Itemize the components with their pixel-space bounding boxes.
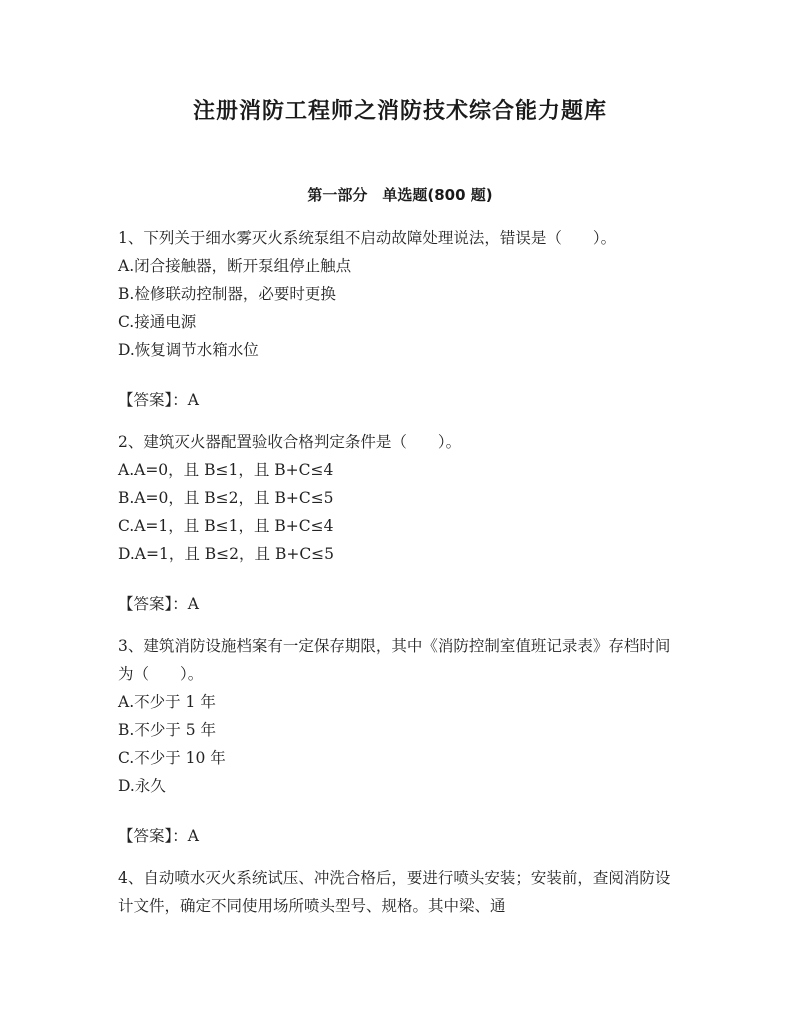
option-a: A.A=0，且 B≤1，且 B+C≤4 [118, 461, 334, 479]
question-stem: 3、建筑消防设施档案有一定保存期限，其中《消防控制室值班记录表》存档时间为（ ）。 [118, 637, 671, 683]
option-d: D.恢复调节水箱水位 [118, 341, 259, 359]
question-list [118, 224, 678, 920]
answer-line: 【答案】：A [118, 391, 199, 409]
question-1 [118, 224, 678, 428]
option-c: C.不少于 10 年 [118, 749, 226, 767]
answer-line: 【答案】：A [118, 827, 199, 845]
question-2 [118, 428, 678, 632]
option-d: D.A=1，且 B≤2，且 B+C≤5 [118, 545, 335, 563]
option-b: B.检修联动控制器，必要时更换 [118, 285, 336, 303]
question-3 [118, 632, 678, 864]
option-a: A.不少于 1 年 [118, 693, 216, 711]
question-stem: 4、自动喷水灭火系统试压、冲洗合格后，要进行喷头安装；安装前，查阅消防设计文件，确定不同使用场所喷头型号、规格。其中梁、通 [118, 869, 671, 915]
option-b: B.不少于 5 年 [118, 721, 217, 739]
answer-line: 【答案】：A [118, 595, 199, 613]
option-a: A.闭合接触器，断开泵组停止触点 [118, 257, 352, 275]
option-d: D.永久 [118, 777, 166, 795]
section-title: 第一部分 单选题(800 题) [307, 186, 493, 204]
question-4 [118, 864, 678, 920]
option-c: C.接通电源 [118, 313, 197, 331]
document-title: 注册消防工程师之消防技术综合能力题库 [192, 99, 607, 124]
question-stem: 2、建筑灭火器配置验收合格判定条件是（ ）。 [118, 433, 462, 451]
question-stem: 1、下列关于细水雾灭火系统泵组不启动故障处理说法，错误是（ ）。 [118, 229, 617, 247]
option-c: C.A=1，且 B≤1，且 B+C≤4 [118, 517, 334, 535]
option-b: B.A=0，且 B≤2，且 B+C≤5 [118, 489, 334, 507]
